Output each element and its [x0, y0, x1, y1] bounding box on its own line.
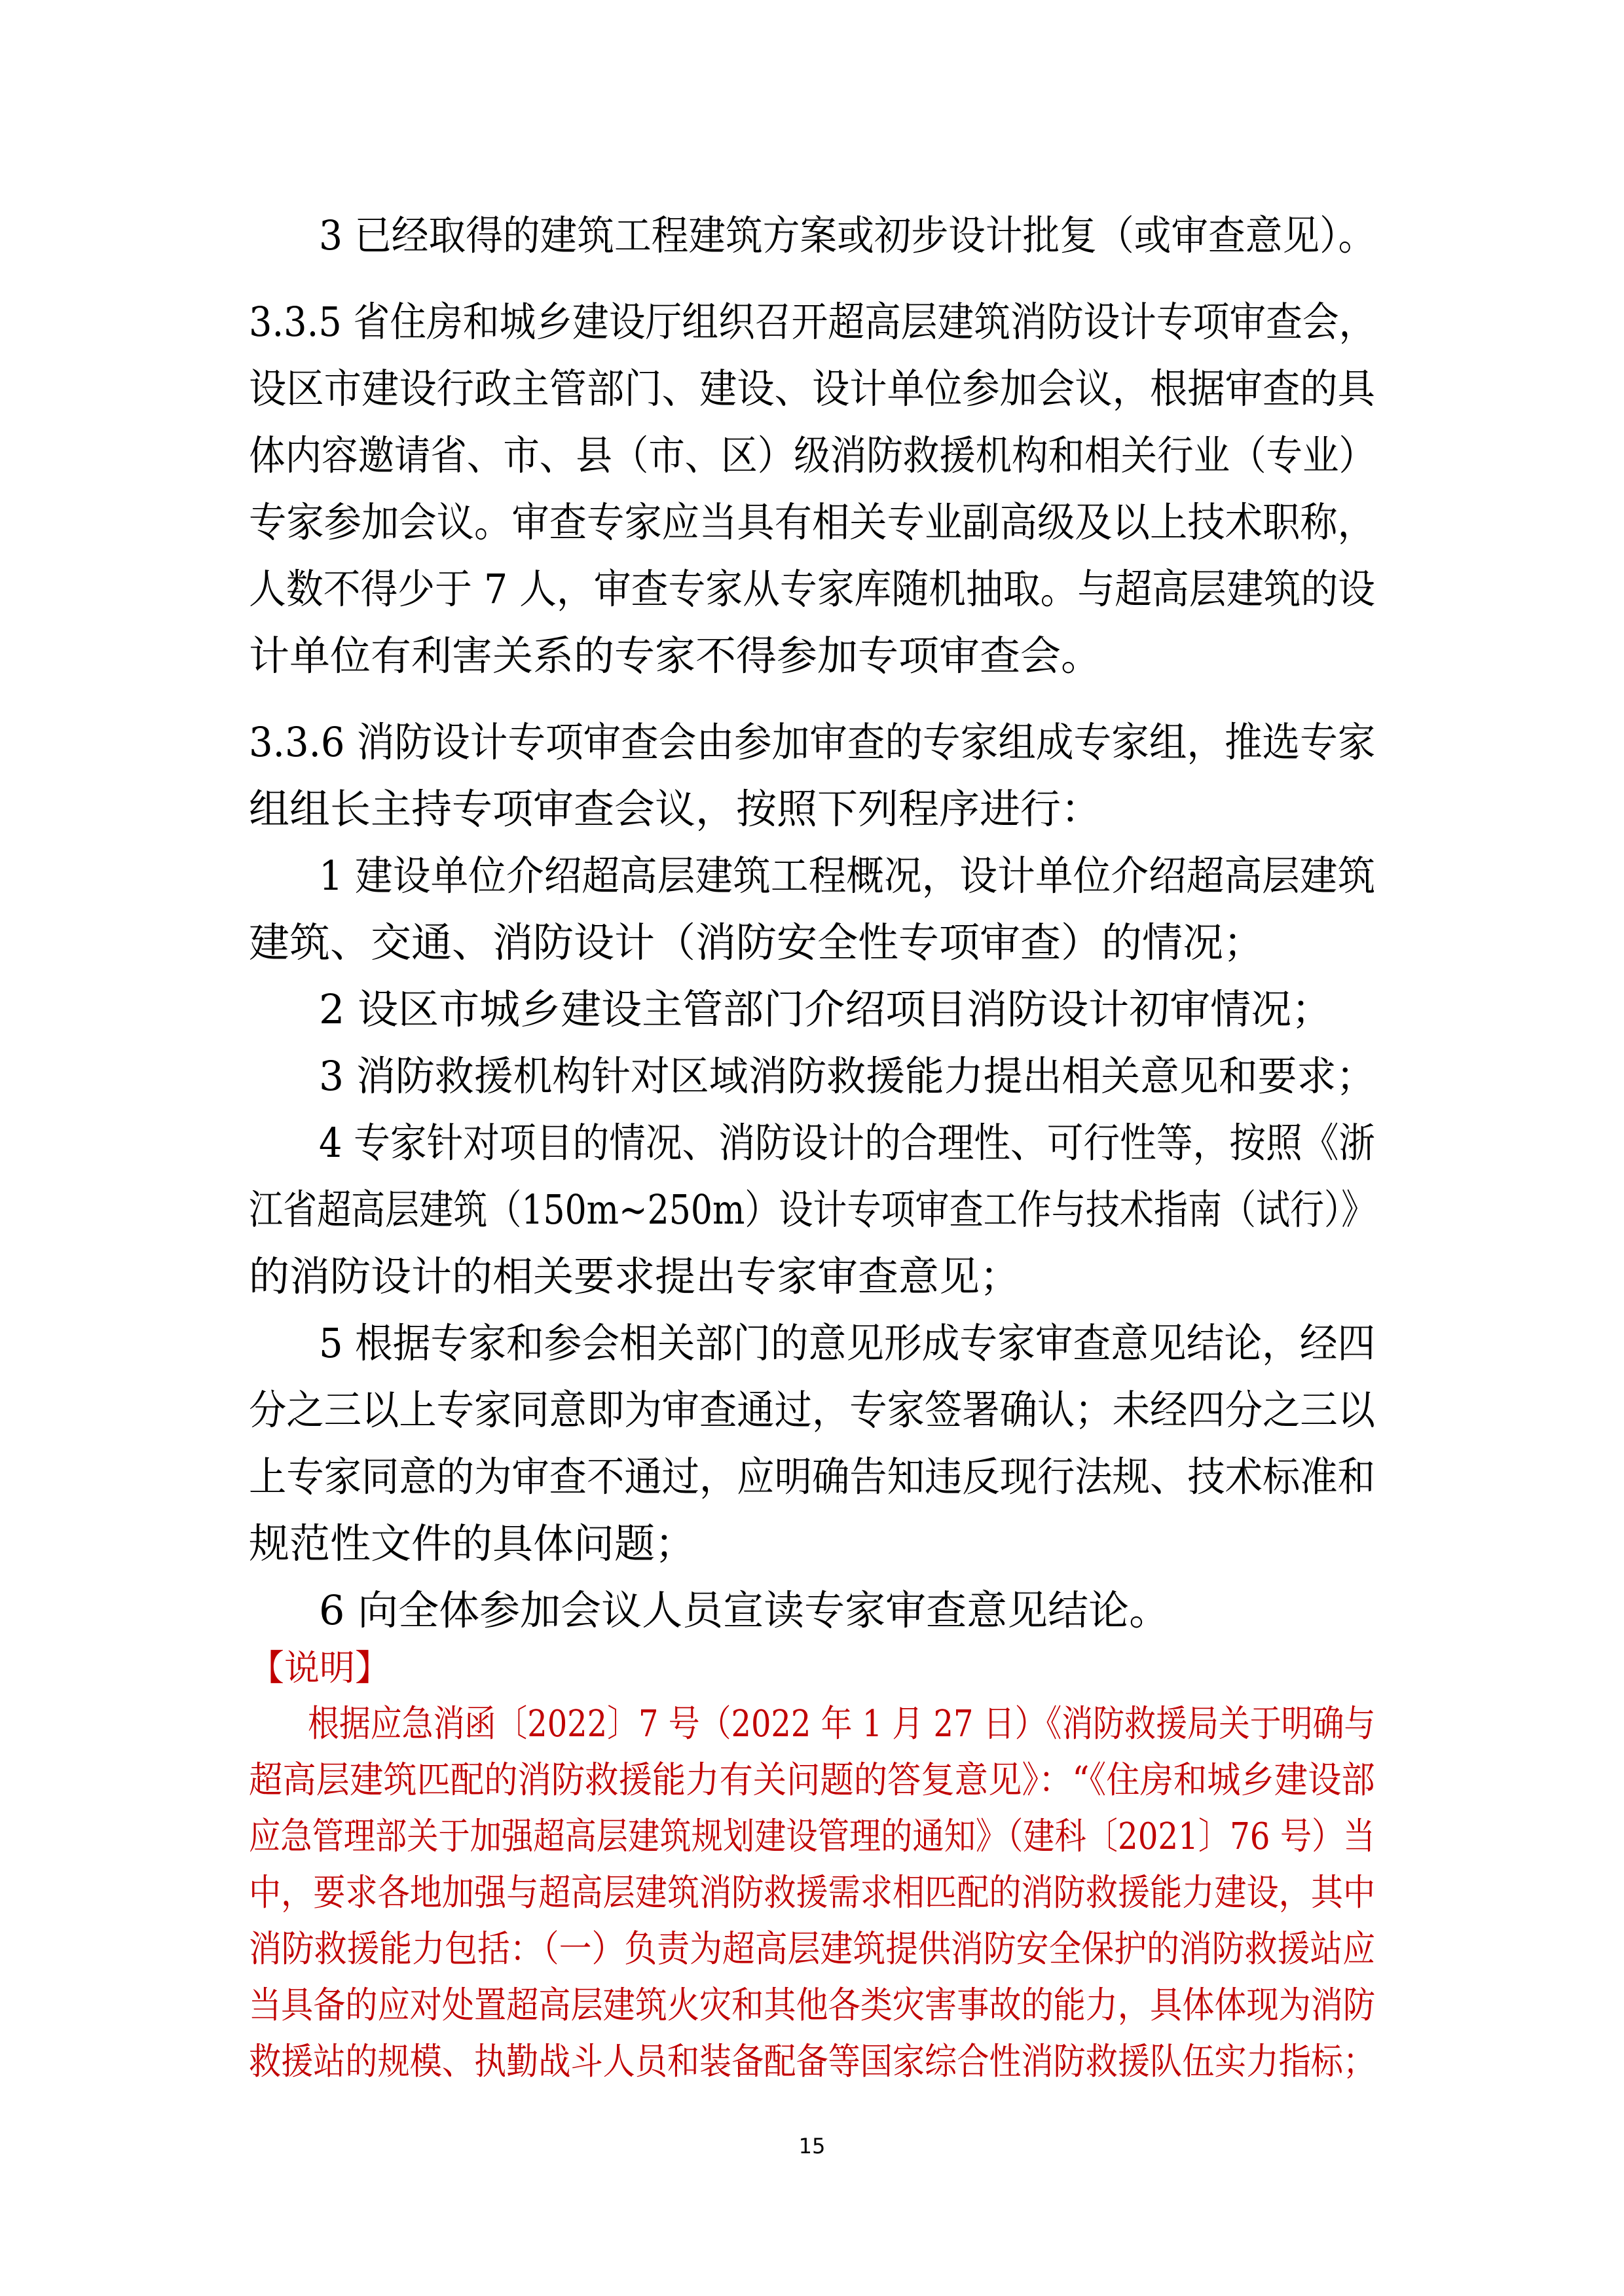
clause-3-3-5-line-5: 人数不得少于 7 人，审查专家从专家库随机抽取。与超高层建筑的设: [249, 565, 1375, 613]
procedure-item-6-line-1: 6 向全体参加会议人员宣读专家审查意见结论。: [319, 1586, 1170, 1634]
note-line-3: 应急管理部关于加强超高层建筑规划建设管理的通知》（建科〔2021〕76 号）当: [249, 1815, 1375, 1858]
procedure-item-5-line-2: 分之三以上专家同意即为审查通过，专家签署确认；未经四分之三以: [249, 1386, 1375, 1434]
page-number: 15: [798, 2134, 826, 2159]
note-line-7: 救援站的规模、执勤战斗人员和装备配备等国家综合性消防救援队伍实力指标；: [249, 2041, 1376, 2083]
procedure-item-5-line-1: 5 根据专家和参会相关部门的意见形成专家审查意见结论，经四: [319, 1319, 1376, 1367]
clause-3-3-6-line-1: 3.3.6 消防设计专项审查会由参加审查的专家组成专家组，推选专家: [249, 718, 1376, 766]
note-line-2: 超高层建筑匹配的消防救援能力有关问题的答复意见》：“《住房和城乡建设部: [249, 1759, 1375, 1802]
note-title: 【说明】: [249, 1647, 390, 1688]
procedure-item-2-line-1: 2 设区市城乡建设主管部门介绍项目消防设计初审情况；: [319, 985, 1333, 1033]
procedure-item-5-line-3: 上专家同意的为审查不通过，应明确告知违反现行法规、技术标准和: [249, 1453, 1375, 1501]
clause-3-3-5-line-3: 体内容邀请省、市、县（市、区）级消防救援机构和相关行业（专业）: [249, 431, 1376, 479]
procedure-item-3-line-1: 3 消防救援机构针对区域消防救援能力提出相关意见和要求；: [319, 1052, 1376, 1100]
clause-3-3-5-line-6: 计单位有利害关系的专家不得参加专项审查会。: [249, 632, 1102, 680]
note-line-6: 当具备的应对处置超高层建筑火灾和其他各类灾害事故的能力，具体体现为消防: [249, 1984, 1376, 2027]
procedure-item-1-line-1: 1 建设单位介绍超高层建筑工程概况，设计单位介绍超高层建筑: [319, 852, 1376, 900]
procedure-item-1-line-2: 建筑、交通、消防设计（消防安全性专项审查）的情况；: [249, 919, 1264, 966]
note-line-5: 消防救援能力包括：（一）负责为超高层建筑提供消防安全保护的消防救援站应: [249, 1928, 1376, 1971]
procedure-item-4-line-1: 4 专家针对项目的情况、消防设计的合理性、可行性等，按照《浙: [319, 1119, 1376, 1167]
clause-3-3-5-line-1: 3.3.5 省住房和城乡建设厅组织召开超高层建筑消防设计专项审查会，: [249, 298, 1376, 346]
clause-3-3-6-line-2: 组组长主持专项审查会议，按照下列程序进行：: [249, 785, 1102, 833]
note-line-4: 中，要求各地加强与超高层建筑消防救援需求相匹配的消防救援能力建设，其中: [249, 1872, 1376, 1914]
procedure-item-4-line-2: 江省超高层建筑（150m~250m）设计专项审查工作与技术指南（试行）》: [249, 1186, 1376, 1233]
clause-3-3-5-line-2: 设区市建设行政主管部门、建设、设计单位参加会议，根据审查的具: [249, 365, 1375, 412]
note-line-1: 根据应急消函〔2022〕7 号（2022 年 1 月 27 日）《消防救援局关于明确与: [308, 1703, 1376, 1745]
procedure-item-4-line-3: 的消防设计的相关要求提出专家审查意见；: [249, 1252, 1021, 1300]
item-3-line: 3 已经取得的建筑工程建筑方案或初步设计批复（或审查意见）。: [319, 211, 1376, 259]
clause-3-3-5-line-4: 专家参加会议。审查专家应当具有相关专业副高级及以上技术职称，: [249, 498, 1375, 546]
procedure-item-5-line-4: 规范性文件的具体问题；: [249, 1520, 696, 1567]
